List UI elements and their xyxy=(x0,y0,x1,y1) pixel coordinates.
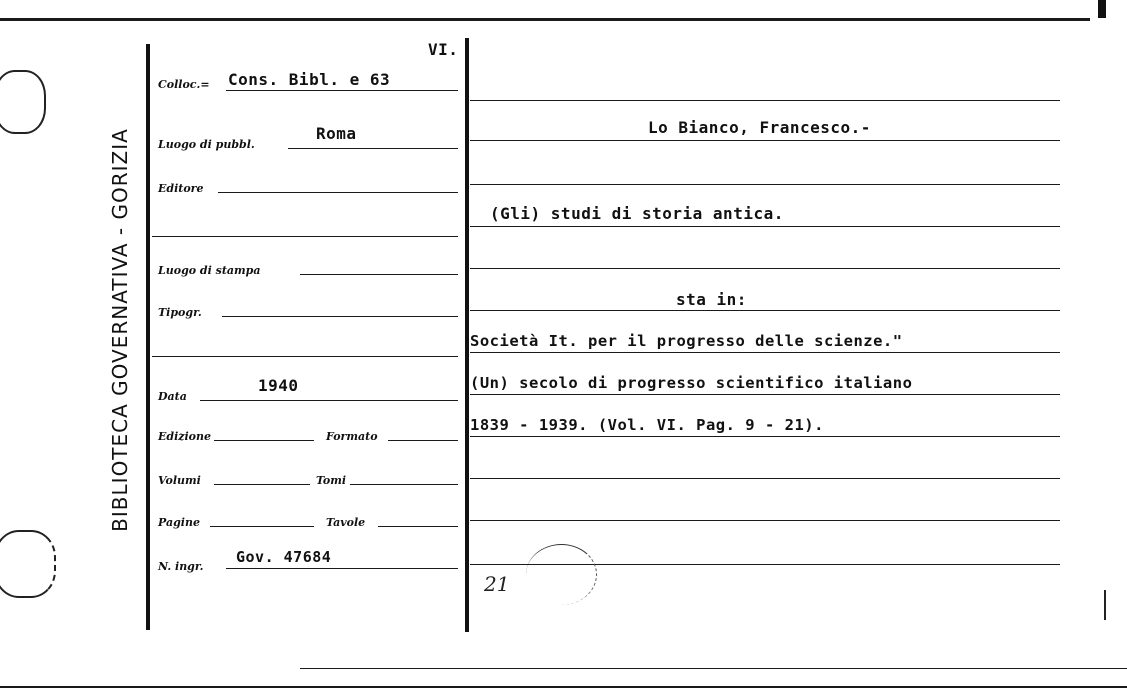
tipogr-line-2 xyxy=(152,356,458,357)
author-heading: Lo Bianco, Francesco.- xyxy=(648,118,871,137)
right-line-6 xyxy=(470,310,1060,311)
library-stamp: BIBLIOTECA GOVERNATIVA - GORIZIA xyxy=(108,128,132,532)
edizione-label: Edizione xyxy=(158,430,212,443)
handwritten-note: 21 xyxy=(484,572,510,596)
pagine-label: Pagine xyxy=(158,516,200,529)
right-line-5 xyxy=(470,268,1060,269)
in-label: sta in: xyxy=(676,290,747,309)
editore-line-2 xyxy=(152,236,458,237)
n-ingr-label: N. ingr. xyxy=(158,560,204,573)
formato-line xyxy=(388,440,458,441)
punch-hole-top xyxy=(0,70,46,134)
luogo-pubbl-line xyxy=(288,148,458,149)
luogo-pubbl-label: Luogo di pubbl. xyxy=(158,138,255,151)
volumi-line xyxy=(214,484,310,485)
tavole-line xyxy=(378,526,458,527)
title-text: (Gli) studi di storia antica. xyxy=(490,204,784,223)
right-line-3 xyxy=(470,184,1060,185)
volumi-label: Volumi xyxy=(158,474,201,487)
punch-hole-bottom xyxy=(0,530,56,598)
center-column-rule xyxy=(465,38,469,632)
tipogr-label: Tipogr. xyxy=(158,306,202,319)
tipogr-line xyxy=(222,316,458,317)
collocazione-label: Colloc.= xyxy=(158,78,210,91)
data-value: 1940 xyxy=(258,376,299,395)
right-line-10 xyxy=(470,478,1060,479)
bottom-edge-line xyxy=(0,686,1127,688)
right-line-8 xyxy=(470,394,1060,395)
edge-speck xyxy=(1104,590,1106,620)
collocazione-value: Cons. Bibl. e 63 xyxy=(228,70,391,89)
source-line-3: 1839 - 1939. (Vol. VI. Pag. 9 - 21). xyxy=(470,416,824,434)
n-ingr-value: Gov. 47684 xyxy=(236,548,332,566)
editore-line xyxy=(218,192,458,193)
pagine-line xyxy=(210,526,314,527)
right-line-1 xyxy=(470,100,1060,101)
bottom-inner-line xyxy=(300,668,1127,669)
luogo-pubbl-value: Roma xyxy=(316,124,357,143)
volume-mark: VI. xyxy=(428,40,459,59)
pencil-circle-mark xyxy=(526,544,597,605)
n-ingr-line xyxy=(226,568,458,569)
right-line-2 xyxy=(470,140,1060,141)
luogo-stampa-line xyxy=(300,274,458,275)
data-label: Data xyxy=(158,390,187,403)
source-line-1: Società It. per il progresso delle scienze." xyxy=(470,332,903,350)
data-line xyxy=(200,400,458,401)
edizione-line xyxy=(214,440,314,441)
tavole-label: Tavole xyxy=(326,516,366,529)
right-line-11 xyxy=(470,520,1060,521)
left-column-rule xyxy=(146,44,150,630)
tomi-line xyxy=(350,484,458,485)
source-line-2: (Un) secolo di progresso scientifico italiano xyxy=(470,374,913,392)
right-line-9 xyxy=(470,436,1060,437)
top-edge-line xyxy=(0,18,1090,21)
luogo-stampa-label: Luogo di stampa xyxy=(158,264,261,277)
tomi-label: Tomi xyxy=(316,474,347,487)
formato-label: Formato xyxy=(326,430,378,443)
corner-mark xyxy=(1098,0,1106,18)
editore-label: Editore xyxy=(158,182,204,195)
right-line-4 xyxy=(470,226,1060,227)
collocazione-line xyxy=(226,90,458,91)
right-line-7 xyxy=(470,352,1060,353)
